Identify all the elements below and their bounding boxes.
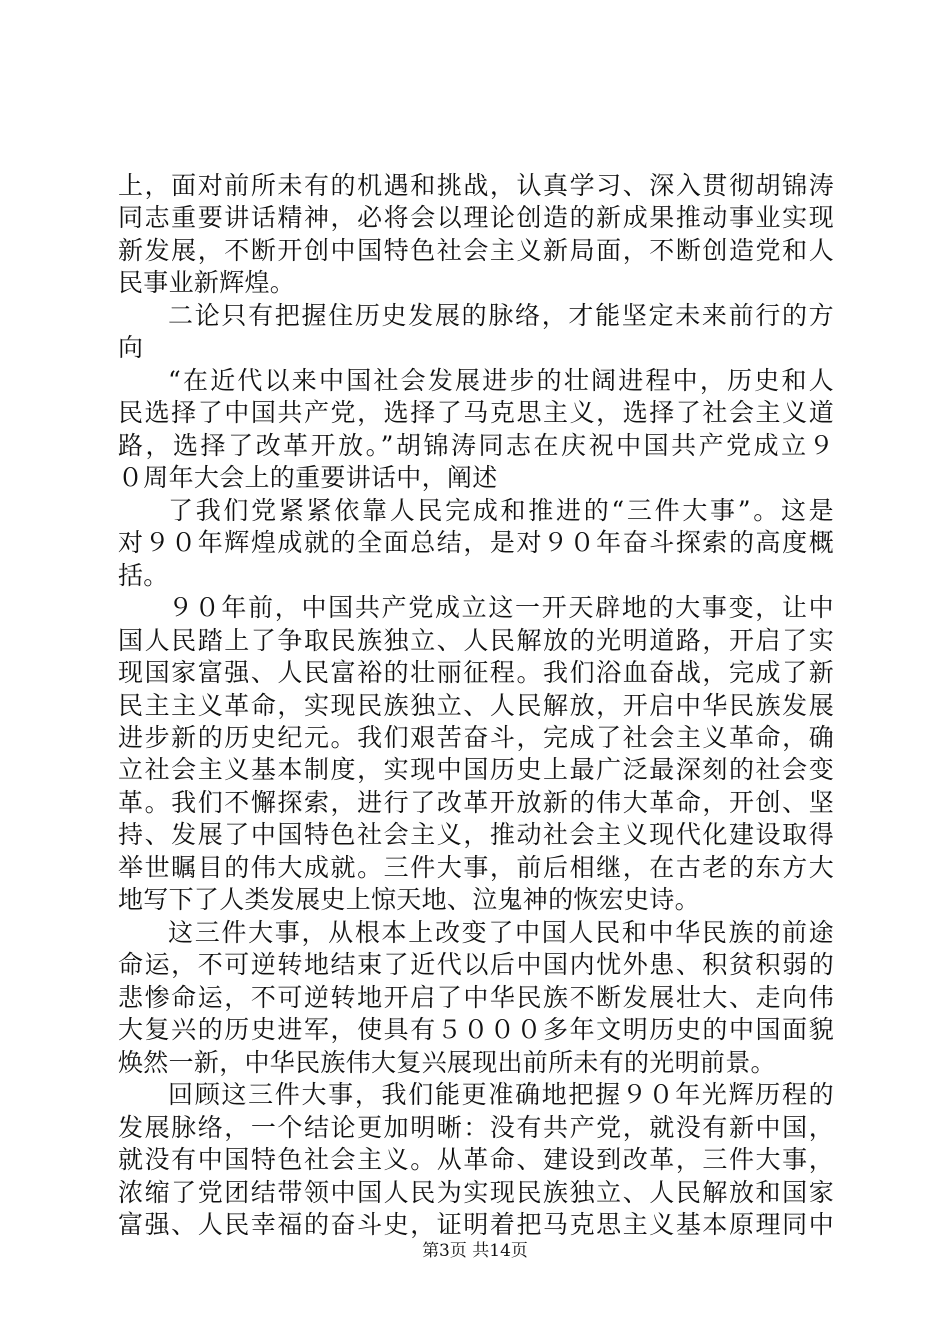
text-line: 上，面对前所未有的机遇和挑战，认真学习、深入贯彻胡锦涛 [118,171,834,200]
text-line: 民选择了中国共产党，选择了马克思主义，选择了社会主义道 [118,398,834,427]
text-line: 发展脉络，一个结论更加明晰：没有共产党，就没有新中国， [118,1113,834,1142]
text-line: 同志重要讲话精神，必将会以理论创造的新成果推动事业实现 [118,203,834,232]
text-line: 地写下了人类发展史上惊天地、泣鬼神的恢宏史诗。 [118,885,700,914]
text-line: 立社会主义基本制度，实现中国历史上最广泛最深刻的社会变 [118,755,834,784]
text-line: 焕然一新，中华民族伟大复兴展现出前所未有的光明前景。 [118,1048,776,1077]
page-number: 第3页 共14页 [422,1241,528,1261]
text-line: 回顾这三件大事，我们能更准确地把握９０年光辉历程的 [168,1080,834,1109]
text-line: 了我们党紧紧依靠人民完成和推进的“三件大事”。这是 [168,496,834,525]
text-line: 民主主义革命，实现民族独立、人民解放，开启中华民族发展 [118,691,834,720]
text-line: ９０年前，中国共产党成立这一开天辟地的大事变，让中 [168,593,834,622]
section-heading-continued: 向 [118,333,144,362]
text-line: 富强、人民幸福的奋斗史，证明着把马克思主义基本原理同中 [118,1210,834,1239]
text-line: 大复兴的历史进军，使具有５０００多年文明历史的中国面貌 [118,1015,834,1044]
section-heading: 二论只有把握住历史发展的脉络，才能坚定未来前行的方 [168,301,834,330]
text-line: 新发展，不断开创中国特色社会主义新局面，不断创造党和人 [118,236,834,265]
text-line: 革。我们不懈探索，进行了改革开放新的伟大革命，开创、坚 [118,788,834,817]
text-line: 括。 [118,561,169,590]
text-line: 悲惨命运，不可逆转地开启了中华民族不断发展壮大、走向伟 [118,983,834,1012]
text-line: 进步新的历史纪元。我们艰苦奋斗，完成了社会主义革命，确 [118,723,834,752]
text-line: 持、发展了中国特色社会主义，推动社会主义现代化建设取得 [118,820,834,849]
text-line: 就没有中国特色社会主义。从革命、建设到改革，三件大事， [118,1145,834,1174]
text-line: 对９０年辉煌成就的全面总结，是对９０年奋斗探索的高度概 [118,528,834,557]
text-line: 民事业新辉煌。 [118,268,296,297]
text-line: 浓缩了党团结带领中国人民为实现民族独立、人民解放和国家 [118,1178,834,1207]
text-line: 举世瞩目的伟大成就。三件大事，前后相继，在古老的东方大 [118,853,834,882]
text-line: 这三件大事，从根本上改变了中国人民和中华民族的前途 [168,918,834,947]
text-line: ０周年大会上的重要讲话中，阐述 [118,463,498,492]
text-line: 国人民踏上了争取民族独立、人民解放的光明道路，开启了实 [118,626,834,655]
text-line: 命运，不可逆转地结束了近代以后中国内忧外患、积贫积弱的 [118,950,834,979]
text-line: “在近代以来中国社会发展进步的壮阔进程中，历史和人 [168,366,834,395]
text-line: 路，选择了改革开放。”胡锦涛同志在庆祝中国共产党成立９ [118,431,834,460]
text-line: 现国家富强、人民富裕的壮丽征程。我们浴血奋战，完成了新 [118,658,834,687]
